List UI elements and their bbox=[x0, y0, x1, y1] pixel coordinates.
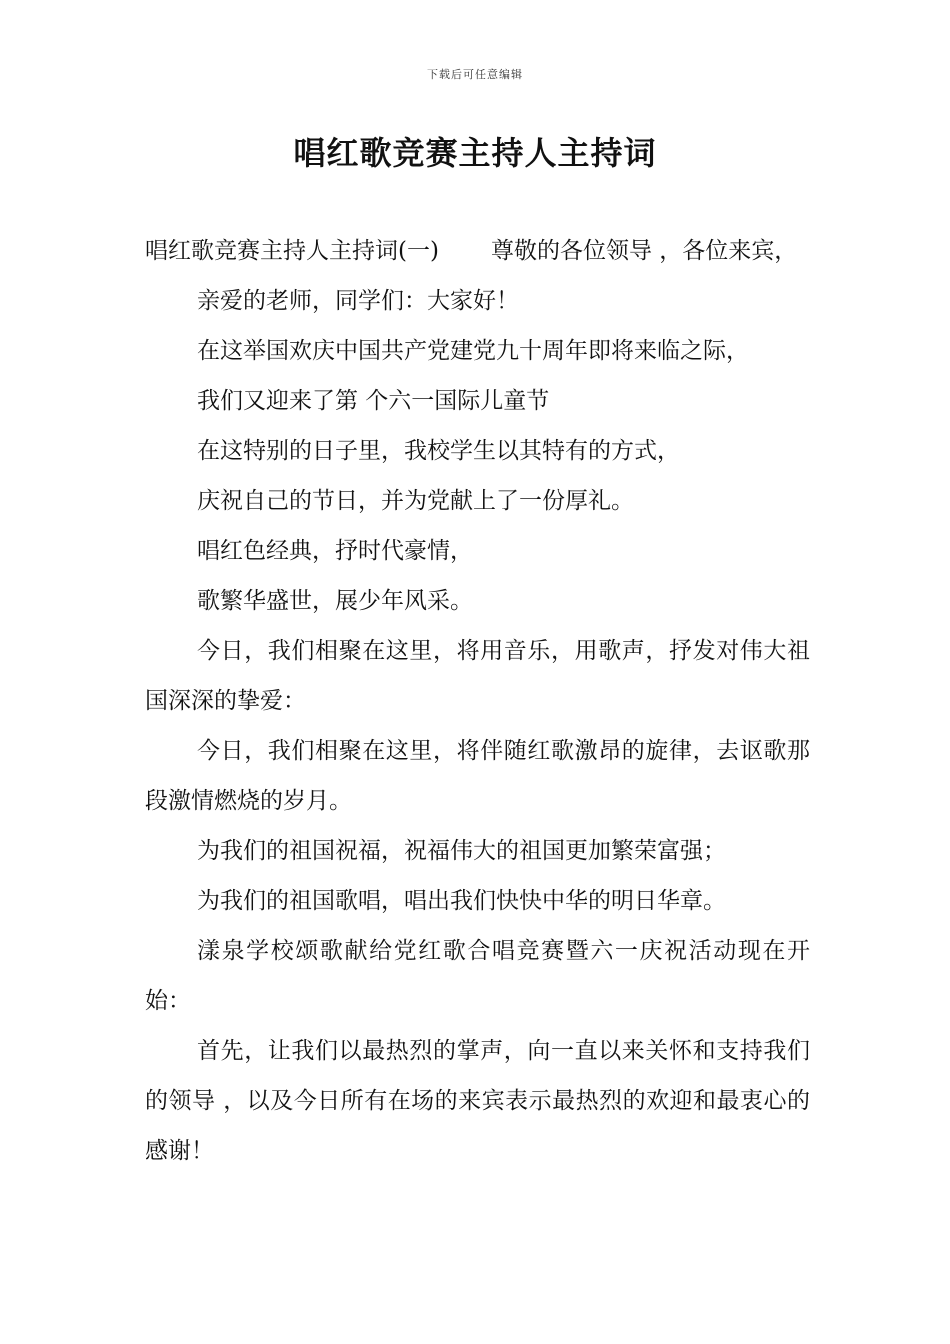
paragraph: 漾泉学校颂歌献给党红歌合唱竞赛暨六一庆祝活动现在开始： bbox=[145, 938, 810, 1014]
paragraph: 在这举国欢庆中国共产党建党九十周年即将来临之际， bbox=[197, 338, 749, 364]
header-note: 下载后可任意编辑 bbox=[427, 68, 523, 81]
paragraph: 为我们的祖国祝福，祝福伟大的祖国更加繁荣富强； bbox=[197, 838, 726, 864]
paragraph: 唱红色经典，抒时代豪情， bbox=[197, 538, 473, 564]
paragraph: 歌繁华盛世，展少年风采。 bbox=[197, 588, 473, 614]
intro-heading: 唱红歌竞赛主持人主持词(一) bbox=[145, 238, 439, 264]
paragraph: 今日，我们相聚在这里，将伴随红歌激昂的旋律，去讴歌那段激情燃烧的岁月。 bbox=[145, 738, 810, 814]
document-title: 唱红歌竞赛主持人主持词 bbox=[293, 134, 657, 172]
paragraph: 我们又迎来了第 个六一国际儿童节 bbox=[197, 388, 550, 414]
intro-text: 尊敬的各位领导 ，各位来宾， bbox=[490, 238, 798, 264]
paragraph: 为我们的祖国歌唱，唱出我们快快中华的明日华章。 bbox=[197, 888, 726, 914]
intro-paragraph bbox=[145, 226, 810, 276]
paragraph: 庆祝自己的节日，并为党献上了一份厚礼。 bbox=[197, 488, 634, 514]
paragraph: 首先，让我们以最热烈的掌声，向一直以来关怀和支持我们的领导 ，以及今日所有在场的来宾表示最热烈的欢迎和最衷心的感谢！ bbox=[145, 1038, 810, 1164]
paragraph: 亲爱的老师，同学们：大家好！ bbox=[197, 288, 519, 314]
paragraph: 在这特别的日子里，我校学生以其特有的方式， bbox=[197, 438, 680, 464]
document-body bbox=[145, 226, 810, 1176]
paragraph: 今日，我们相聚在这里，将用音乐，用歌声，抒发对伟大祖国深深的挚爱： bbox=[145, 638, 810, 714]
